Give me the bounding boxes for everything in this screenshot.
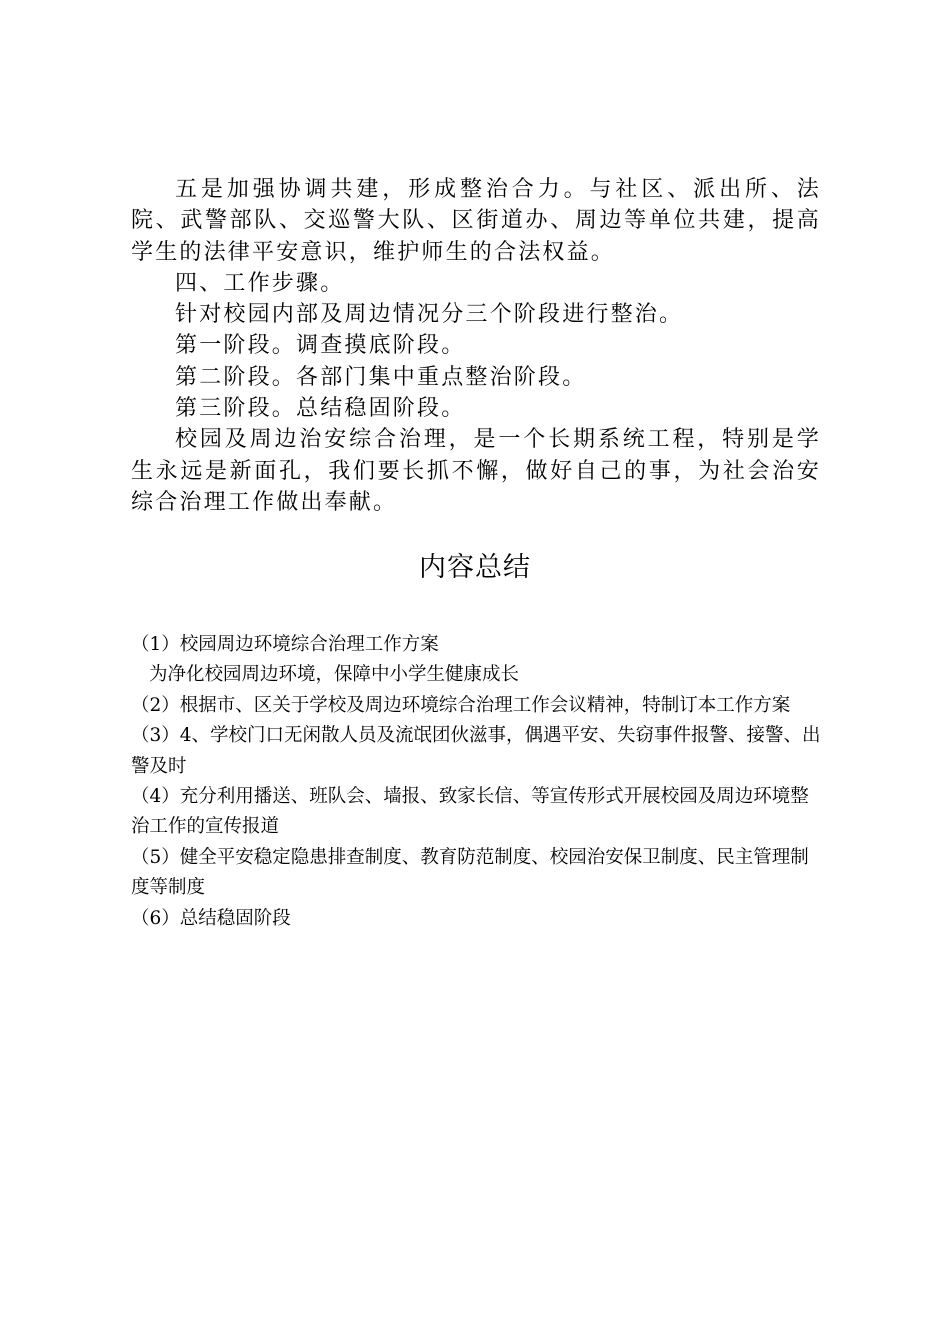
summary-item: （3）4、学校门口无闲散人员及流氓团伙滋事，偶遇平安、失窃事件报警、接警、出警及时 xyxy=(131,725,821,777)
summary-item: （5）健全平安稳定隐患排查制度、教育防范制度、校园治安保卫制度、民主管理制度等制度 xyxy=(131,846,809,899)
summary-item: 为净化校园周边环境，保障中小学生健康成长 xyxy=(149,664,520,686)
paragraph-cooperation: 五是加强协调共建，形成整治合力。与社区、派出所、法院、武警部队、交巡警大队、区街道办、周边等单位共建，提高学生的法律平安意识，维护师生的合法权益。 xyxy=(131,177,821,265)
summary-title: 内容总结 xyxy=(419,552,531,583)
paragraph-stage-two: 第二阶段。各部门集中重点整治阶段。 xyxy=(175,364,587,390)
summary-item: （1）校园周边环境综合治理工作方案 xyxy=(131,634,439,655)
body-text xyxy=(131,174,821,518)
paragraph-stage-one: 第一阶段。调查摸底阶段。 xyxy=(175,333,466,359)
summary-item: （2）根据市、区关于学校及周边环境综合治理工作会议精神，特制订本工作方案 xyxy=(131,694,791,716)
summary-item: （4）充分利用播送、班队会、墙报、致家长信、等宣传形式开展校园及周边环境整治工作的宣传报道 xyxy=(131,786,809,838)
paragraph-stage-three: 第三阶段。总结稳固阶段。 xyxy=(175,396,466,422)
paragraph-stages-intro: 针对校园内部及周边情况分三个阶段进行整治。 xyxy=(175,302,684,328)
summary-list xyxy=(131,630,826,934)
paragraph-conclusion: 校园及周边治安综合治理，是一个长期系统工程，特别是学生永远是新面孔，我们要长抓不懈，做好自己的事，为社会治安综合治理工作做出奉献。 xyxy=(131,427,821,515)
paragraph-section-heading: 四、工作步骤。 xyxy=(175,270,345,296)
summary-item: （6）总结稳固阶段 xyxy=(131,907,291,929)
